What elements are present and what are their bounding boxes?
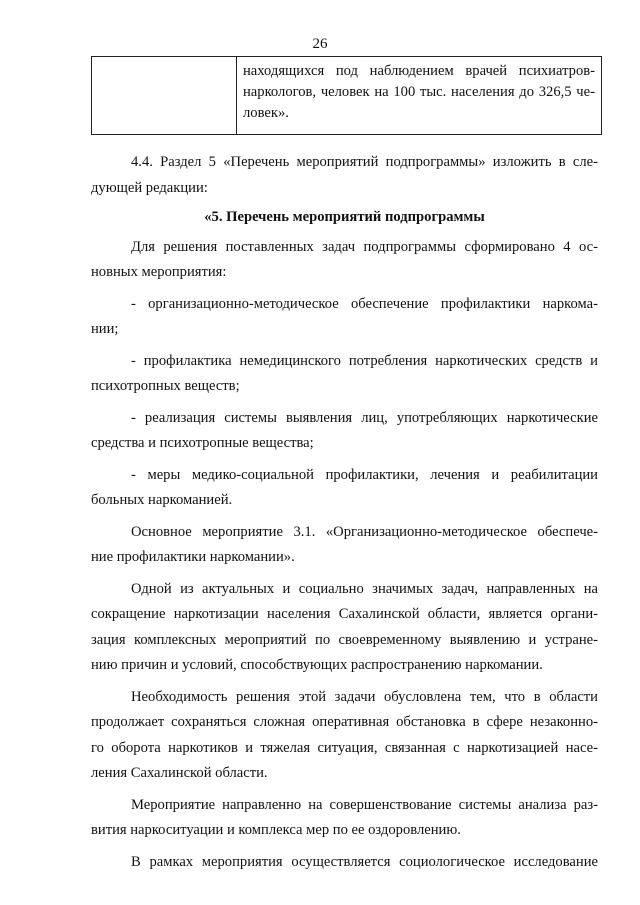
- paragraph-line: психотропных веществ;: [91, 378, 240, 394]
- paragraph-line: Одной из актуальных и социально значимых задач, направленных на: [131, 580, 598, 597]
- list-item: [91, 292, 598, 343]
- paragraph-line: новных мероприятия:: [91, 264, 227, 280]
- table-cell-line: ловек».: [243, 105, 289, 121]
- paragraph-line: продолжает сохраняться сложная оперативная обстановка в сфере незаконно-: [91, 714, 598, 730]
- paragraph-line: - организационно-методическое обеспечение профилактики наркома-: [131, 295, 598, 312]
- paragraph-line: сокращение наркотизации населения Сахалинской области, является органи-: [91, 606, 598, 622]
- paragraph-line: нии;: [91, 321, 119, 337]
- table-cell-line: наркологов, человек на 100 тыс. населения до 326,5 че-: [243, 84, 595, 100]
- paragraph-line: В рамках мероприятия осуществляется социологическое исследование: [131, 853, 598, 870]
- page-number: 26: [312, 36, 328, 52]
- table-cell-line: находящихся под наблюдением врачей психиатров-: [243, 63, 595, 79]
- paragraph-line: Необходимость решения этой задачи обусловлена тем, что в области: [131, 688, 598, 705]
- paragraph-necessity: [91, 685, 598, 787]
- paragraph-line: го оборота наркотиков и тяжелая ситуация, связанная с наркотизацией насе-: [91, 739, 598, 756]
- paragraph-line: ления Сахалинской области.: [91, 765, 268, 781]
- list-item: [91, 349, 598, 400]
- paragraph-line: ние профилактики наркомании».: [91, 549, 295, 565]
- paragraph-line: дующей редакции:: [91, 179, 208, 196]
- section-heading: «5. Перечень мероприятий подпрограммы: [204, 209, 485, 225]
- paragraph-tasks: [91, 577, 598, 679]
- paragraph-line: Для решения поставленных задач подпрограммы сформировано 4 ос-: [131, 238, 598, 255]
- list-item: [91, 406, 598, 457]
- table-row: [92, 57, 602, 135]
- paragraph-line: - профилактика немедицинского потребления наркотических средств и: [131, 352, 598, 369]
- paragraph-activity-purpose: [91, 793, 598, 844]
- document-body: [91, 150, 598, 875]
- paragraph-line: больных наркоманией.: [91, 492, 233, 508]
- table-cell-text: [237, 57, 602, 135]
- list-item: [91, 463, 598, 514]
- paragraph-line: вития наркоситуации и комплекса мер по ее оздоровлению.: [91, 822, 461, 838]
- continuation-table: [91, 56, 602, 135]
- paragraph-line: Мероприятие направленно на совершенствование системы анализа раз-: [131, 796, 598, 813]
- paragraph-line: средства и психотропные вещества;: [91, 435, 314, 451]
- table-cell-empty: [92, 57, 237, 135]
- paragraph-line: зация комплексных мероприятий по своевременному выявлению и устране-: [91, 631, 598, 648]
- paragraph-line: Основное мероприятие 3.1. «Организационно-методическое обеспече-: [131, 523, 598, 540]
- paragraph-research: [91, 850, 598, 876]
- paragraph-line: 4.4. Раздел 5 «Перечень мероприятий подпрограммы» изложить в сле-: [131, 154, 598, 170]
- paragraph-main-activity: [91, 520, 598, 571]
- paragraph-line: нию причин и условий, способствующих распространению наркомании.: [91, 657, 543, 673]
- paragraph-section-change: [91, 150, 598, 201]
- paragraph-intro: [91, 235, 598, 286]
- paragraph-line: - меры медико-социальной профилактики, лечения и реабилитации: [131, 466, 598, 483]
- paragraph-line: - реализация системы выявления лиц, употребляющих наркотические: [131, 409, 598, 426]
